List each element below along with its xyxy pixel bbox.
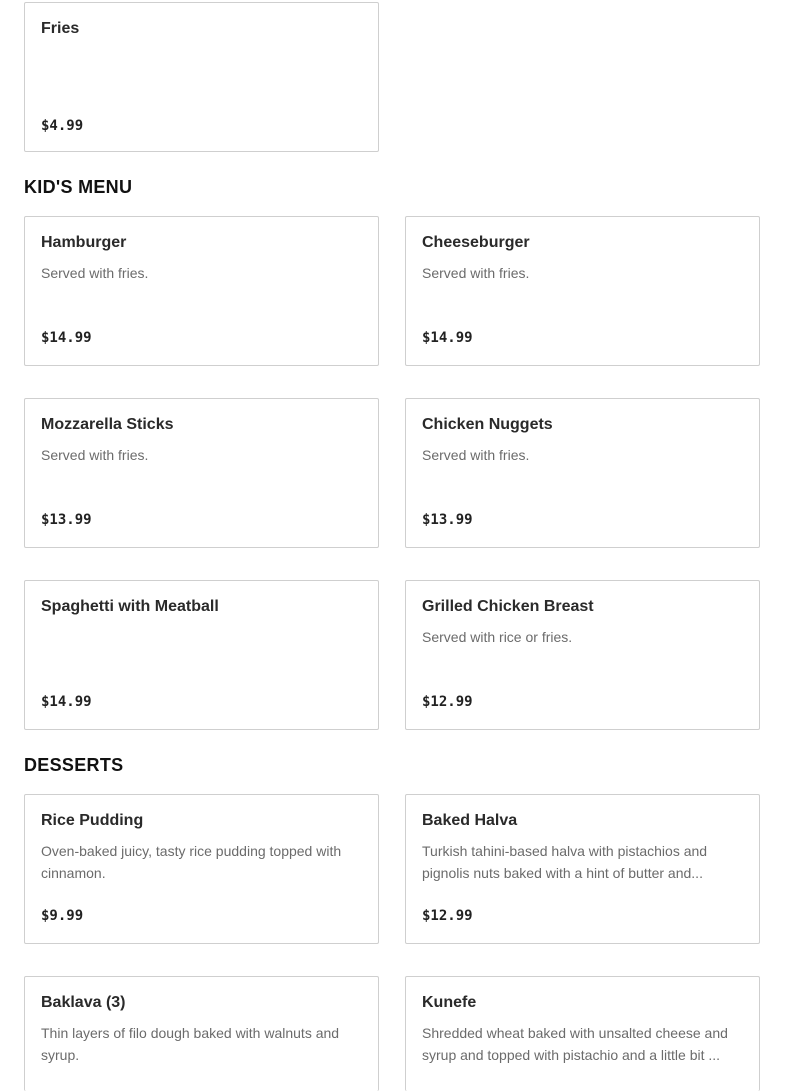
menu-item-name: Mozzarella Sticks (41, 416, 174, 433)
menu-item-description: Oven-baked juicy, tasty rice pudding topped with cinnamon. (41, 843, 342, 881)
menu-item-price: $14.99 (41, 330, 92, 346)
menu-item-price: $12.99 (422, 694, 473, 710)
menu-item-description: Served with fries. (41, 265, 149, 281)
menu-item-card[interactable] (405, 580, 760, 730)
menu-item-name: Kunefe (422, 994, 477, 1011)
menu-item-description: Served with rice or fries. (422, 629, 573, 645)
menu-item-name: Rice Pudding (41, 812, 144, 829)
menu-item-price: $13.99 (41, 512, 92, 528)
menu-item-card[interactable] (24, 398, 379, 548)
menu-item-card[interactable] (24, 2, 379, 152)
menu-item-card[interactable] (405, 976, 760, 1091)
menu-item-name: Baked Halva (422, 812, 518, 829)
menu-item-name: Spaghetti with Meatball (41, 598, 219, 615)
menu-item-price: $12.99 (422, 908, 473, 924)
section-title-desserts: DESSERTS (24, 755, 124, 775)
menu-item-description: Served with fries. (422, 447, 530, 463)
menu-item-card[interactable] (405, 216, 760, 366)
menu-item-card[interactable] (24, 216, 379, 366)
menu-item-name: Grilled Chicken Breast (422, 598, 594, 615)
menu-item-card[interactable] (405, 398, 760, 548)
menu-item-price: $4.99 (41, 118, 84, 134)
menu-item-description: Turkish tahini-based halva with pistachios and pignolis nuts baked with a hint of butter and... (422, 843, 708, 881)
menu-item-description: Thin layers of filo dough baked with walnuts and syrup. (41, 1025, 340, 1063)
menu-item-description: Shredded wheat baked with unsalted cheese and syrup and topped with pistachio and a little bit ... (422, 1025, 728, 1063)
menu-item-card[interactable] (24, 976, 379, 1091)
menu-item-name: Cheeseburger (422, 234, 530, 251)
menu-item-name: Chicken Nuggets (422, 416, 553, 433)
menu-item-card[interactable] (24, 794, 379, 944)
menu-item-price: $9.99 (41, 908, 84, 924)
menu-item-card[interactable] (405, 794, 760, 944)
menu-item-price: $14.99 (41, 694, 92, 710)
menu-item-name: Baklava (3) (41, 994, 126, 1011)
menu-item-name: Hamburger (41, 234, 127, 251)
menu-item-price: $13.99 (422, 512, 473, 528)
menu-item-card[interactable] (24, 580, 379, 730)
menu-item-description: Served with fries. (422, 265, 530, 281)
section-title-kids-menu: KID'S MENU (24, 177, 133, 197)
menu-item-price: $14.99 (422, 330, 473, 346)
menu-item-description: Served with fries. (41, 447, 149, 463)
menu-item-name: Fries (41, 20, 80, 37)
